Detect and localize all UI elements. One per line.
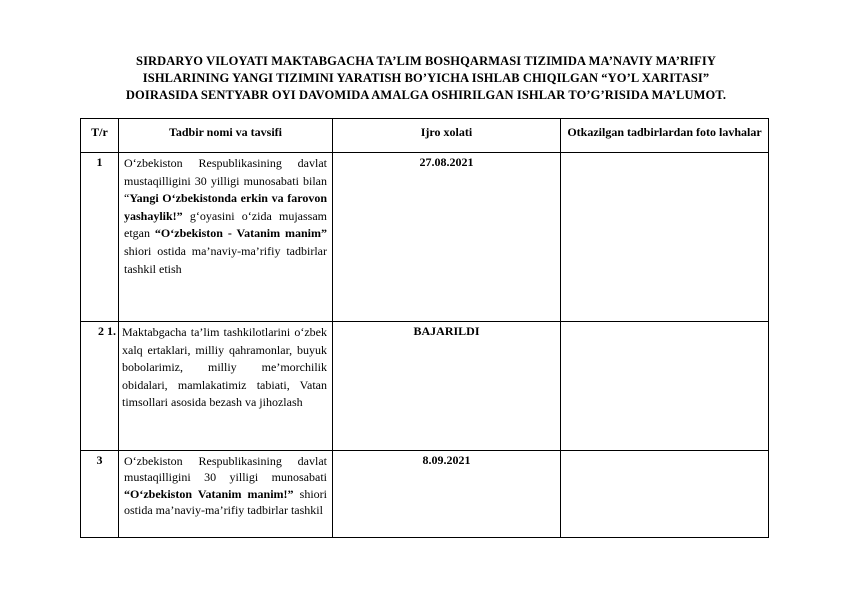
row-status: 27.08.2021: [333, 153, 561, 322]
desc-bold: “O‘zbekiston - Vatanim manim”: [154, 226, 327, 241]
row-photos: [561, 451, 769, 538]
desc-text: Maktabgacha ta’lim tashkilotlarini o‘zbek xalq ertaklari, milliy qahramonlar, buyuk bobolarimiz, milliy me’morchilik obidalari, mamlakatimiz tabiati, Vatan timsollari asosida bezash va jihozlash: [122, 325, 327, 410]
desc-text: O‘zbekiston Respublikasining davlat mustaqilligini 30 yilligi munosabati bilan “: [124, 156, 327, 206]
desc-bold: “O‘zbekiston Vatanim manim!”: [124, 486, 294, 501]
events-table: [80, 118, 769, 538]
table-row: [81, 451, 769, 538]
row-sub-number: 1.: [107, 324, 116, 338]
document-title: [80, 53, 772, 104]
row-number: 3: [81, 451, 119, 538]
table-row: [81, 322, 769, 451]
desc-bold: Yangi O‘zbekistonda erkin va farovon yashaylik!”: [124, 191, 327, 223]
row-status: 8.09.2021: [333, 451, 561, 538]
header-num: T/r: [81, 119, 119, 153]
table-header-row: [81, 119, 769, 153]
row-number: [81, 322, 119, 451]
desc-text: shiori ostida ma’naviy-ma’rifiy tadbirlar tashkil etish: [124, 243, 327, 276]
table-row: [81, 153, 769, 322]
desc-text: O‘zbekiston Respublikasining davlat mustaqilligini 30 yilligi munosabati: [124, 454, 327, 485]
title-line-2: ISHLARINING YANGI TIZIMINI YARATISH BO’YICHA ISHLAB CHIQILGAN “YO’L XARITASI”: [142, 71, 710, 85]
desc-text: shiori ostida ma’naviy-ma’rifiy tadbirlar tashkil: [124, 486, 327, 518]
row-photos: [561, 322, 769, 451]
header-status: Ijro xolati: [333, 119, 561, 153]
row-number: 1: [81, 153, 119, 322]
row-status: BAJARILDI: [333, 322, 561, 451]
row-description: [119, 153, 333, 322]
desc-text: g‘oyasini o‘zida mujassam etgan: [124, 208, 327, 241]
row-photos: [561, 153, 769, 322]
title-line-3: DOIRASIDA SENTYABR OYI DAVOMIDA AMALGA OSHIRILGAN ISHLAR TO’G’RISIDA MA’LUMOT.: [125, 88, 727, 102]
row-number-value: 2: [98, 324, 104, 338]
title-line-1: SIRDARYO VILOYATI MAKTABGACHA TA’LIM BOSHQARMASI TIZIMIDA MA’NAVIY MA’RIFIY: [136, 54, 716, 68]
header-name: Tadbir nomi va tavsifi: [119, 119, 333, 153]
header-photos: Otkazilgan tadbirlardan foto lavhalar: [561, 119, 769, 153]
row-description: [119, 322, 333, 451]
row-description: [119, 451, 333, 538]
